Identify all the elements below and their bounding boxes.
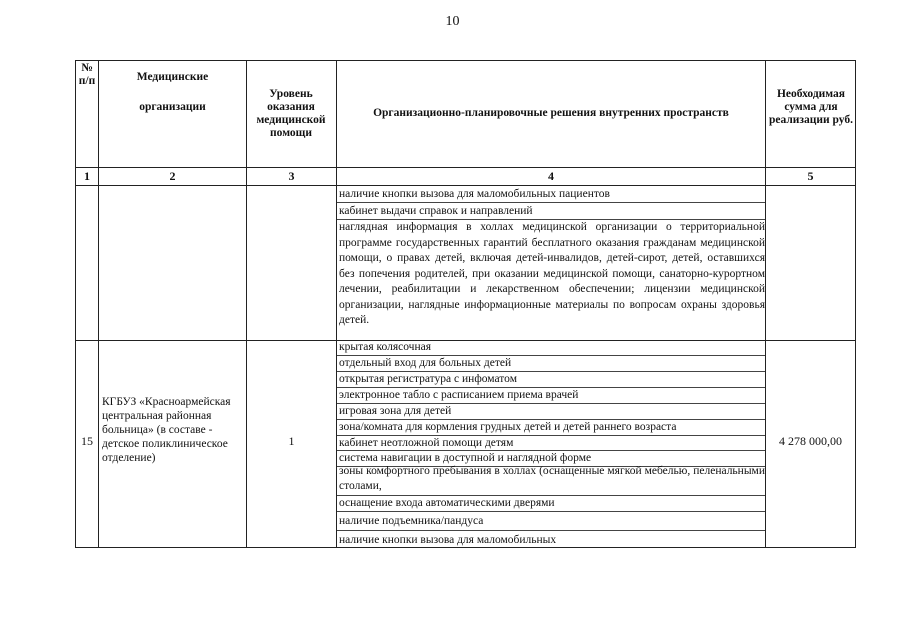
column-divider xyxy=(765,60,766,548)
row-number: 15 xyxy=(81,434,93,448)
header-number: № п/п xyxy=(78,62,96,87)
column-divider xyxy=(246,60,247,548)
column-number: 1 xyxy=(84,169,90,183)
column-number: 3 xyxy=(288,169,295,183)
list-item: система навигации в доступной и наглядной форме xyxy=(339,452,592,464)
page-number: 10 xyxy=(445,14,460,29)
organizations-table xyxy=(75,60,856,548)
table-right-border xyxy=(855,60,856,548)
column-number: 4 xyxy=(548,169,554,183)
list-item: наглядная информация в холлах медицинской организации о территориальной программе государственных гарантий бесплатного оказания гражданам медицинской помощи, о правах детей, включая детей-инвалидов, детей-сирот, детей, оставшихся без попечения родителей, при оказании медицинской помощи, санаторно-курортном лечении, реабилитации и лекарственном обеспечении; лицензии медицинской организации, наглядные информационные материалы по вопросам охраны здоровья детей. xyxy=(339,221,765,326)
header-bottom-border xyxy=(75,167,856,168)
list-item: кабинет неотложной помощи детям xyxy=(339,437,514,449)
list-item: зоны комфортного пребывания в холлах (оснащенные мягкой мебелью, пеленальными столами, xyxy=(339,465,765,492)
numbers-row-bottom-border xyxy=(75,185,856,186)
list-item: зона/комната для кормления грудных детей и детей раннего возраста xyxy=(339,421,677,433)
list-item: крытая колясочная xyxy=(339,341,432,353)
required-amount: 4 278 000,00 xyxy=(779,434,842,448)
list-item: открытая регистратура с инфоматом xyxy=(339,373,517,385)
list-item: игровая зона для детей xyxy=(339,405,452,417)
list-item: кабинет выдачи справок и направлений xyxy=(339,205,533,217)
column-number: 5 xyxy=(807,169,814,183)
column-number: 2 xyxy=(169,169,176,183)
care-level: 1 xyxy=(288,434,295,448)
item-divider xyxy=(337,530,765,531)
table-left-border xyxy=(75,60,76,548)
header-level: Уровень оказания медицинской помощи xyxy=(256,88,326,139)
list-item: наличие кнопки вызова для маломобильных пациентов xyxy=(339,188,610,200)
table-top-border xyxy=(75,60,856,61)
column-divider xyxy=(98,60,99,548)
header-amount: Необходимая сумма для реализации руб. xyxy=(768,88,854,126)
item-divider xyxy=(337,511,765,512)
list-item: оснащение входа автоматическими дверями xyxy=(339,497,555,509)
list-item: отдельный вход для больных детей xyxy=(339,357,512,369)
list-item: наличие кнопки вызова для маломобильных xyxy=(339,534,557,546)
organization-name: КГБУЗ «Красноармейская центральная районная больница» (в составе - детское поликлиническое отделение) xyxy=(102,396,231,464)
header-organizations: Медицинские организации xyxy=(136,71,209,113)
list-item: электронное табло с расписанием приема врачей xyxy=(339,389,579,401)
list-item: наличие подъемника/пандуса xyxy=(339,515,484,527)
header-solutions: Организационно-планировочные решения внутренних пространств xyxy=(373,107,729,119)
column-divider xyxy=(336,60,337,548)
item-divider xyxy=(337,202,765,203)
